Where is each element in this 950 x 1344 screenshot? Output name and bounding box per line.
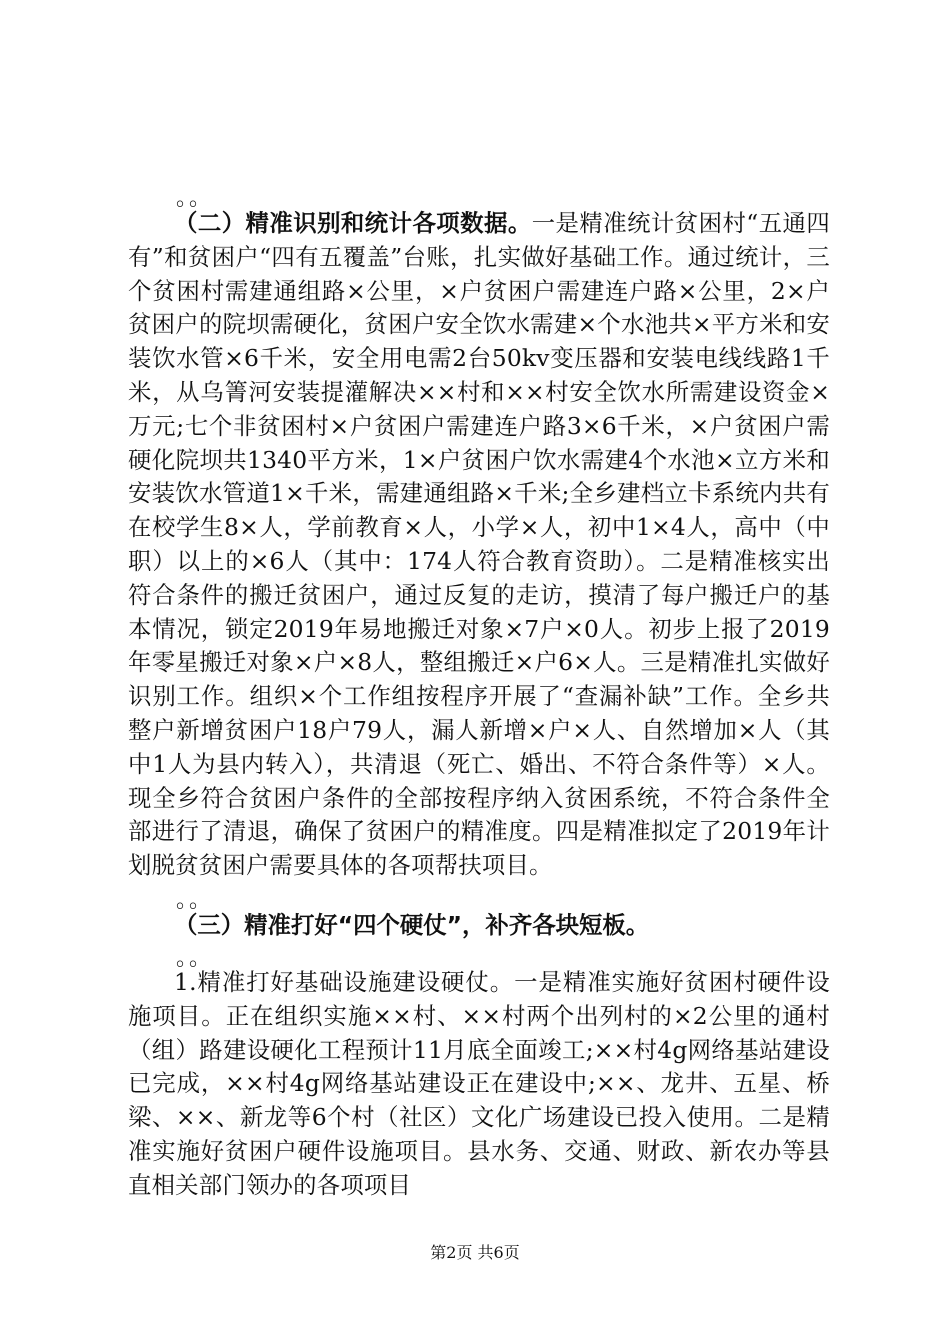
section-2-paragraph xyxy=(128,207,830,883)
leader-dots: 。。 xyxy=(176,186,214,211)
section-2 xyxy=(128,207,830,883)
leader-dots: 。。 xyxy=(176,888,214,913)
section-3-1 xyxy=(128,966,830,1203)
section-2-heading: （二）精准识别和统计各项数据。 xyxy=(174,209,532,237)
section-3-heading: （三）精准打好“四个硬仗”，补齐各块短板。 xyxy=(174,911,650,939)
section-3-1-paragraph: 1.精准打好基础设施建设硬仗。一是精准实施好贫困村硬件设施项目。正在组织实施××村、××村两个出列村的×2公里的通村（组）路建设硬化工程预计11月底全面竣工;××村4g网络基站建设已完成，××村4g网络基站建设正在建设中;××、龙井、五星、桥梁、××、新龙等6个村（社区）文化广场建设已投入使用。二是精准实施好贫困户硬件设施项目。县水务、交通、财政、新农办等县直相关部门领办的各项项目 xyxy=(128,968,830,1199)
section-2-body: 一是精准统计贫困村“五通四有”和贫困户“四有五覆盖”台账，扎实做好基础工作。通过统计，三个贫困村需建通组路×公里，×户贫困户需建连户路×公里，2×户贫困户的院坝需硬化，贫困户安全饮水需建×个水池共×平方米和安装饮水管×6千米，安全用电需2台50kv变压器和安装电线线路1千米，从乌箐河安装提灌解决××村和××村安全饮水所需建设资金×万元;七个非贫困村×户贫困户需建连户路3×6千米，×户贫困户需硬化院坝共1340平方米，1×户贫困户饮水需建4个水池×立方米和安装饮水管道1×千米，需建通组路×千米;全乡建档立卡系统内共有在校学生8×人，学前教育×人，小学×人，初中1×4人，高中（中职）以上的×6人（其中：174人符合教育资助）。二是精准核实出符合条件的搬迁贫困户，通过反复的走访，摸清了每户搬迁户的基本情况，锁定2019年易地搬迁对象×7户×0人。初步上报了2019年零星搬迁对象×户×8人，整组搬迁×户6×人。三是精准扎实做好识别工作。组织×个工作组按程序开展了“查漏补缺”工作。全乡共整户新增贫困户18户79人，漏人新增×户×人、自然增加×人（其中1人为县内转入），共清退（死亡、婚出、不符合条件等）×人。现全乡符合贫困户条件的全部按程序纳入贫困系统，不符合条件全部进行了清退，确保了贫困户的精准度。四是精准拟定了2019年计划脱贫贫困户需要具体的各项帮扶项目。 xyxy=(128,209,830,880)
page-footer: 第2页 共6页 xyxy=(430,1243,520,1262)
leader-dots: 。。 xyxy=(176,946,214,971)
